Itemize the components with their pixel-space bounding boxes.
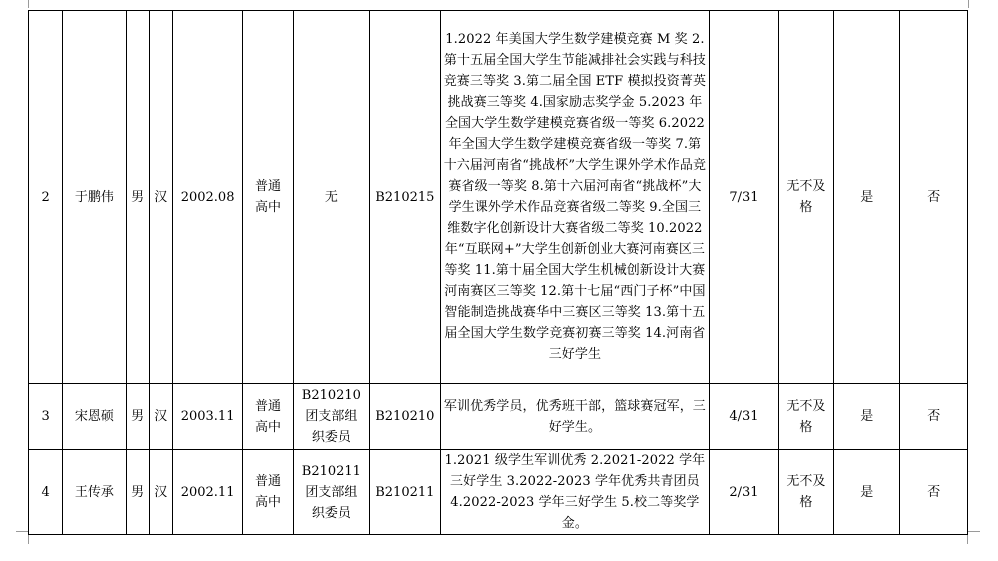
cell-gender: 男 (126, 384, 149, 450)
crop-mark-top-left (16, 0, 29, 8)
cell-gender: 男 (126, 11, 149, 384)
cell-name: 王传承 (63, 450, 126, 535)
cell-student-id: B210215 (370, 11, 440, 384)
cell-student-id: B210210 (370, 384, 440, 450)
cell-student-id: B210211 (370, 450, 440, 535)
cell-fail: 无不及格 (778, 384, 833, 450)
cell-birth: 2002.11 (172, 450, 242, 535)
cell-rank: 7/31 (710, 11, 778, 384)
cell-birth: 2003.11 (172, 384, 242, 450)
cell-ethnicity: 汉 (149, 11, 172, 384)
cell-ethnicity: 汉 (149, 384, 172, 450)
cell-honors: 军训优秀学员，优秀班干部，篮球赛冠军，三好学生。 (440, 384, 710, 450)
cell-position: B210211 团支部组织委员 (293, 450, 369, 535)
cell-position: B210210 团支部组织委员 (293, 384, 369, 450)
cell-no-col: 否 (900, 384, 968, 450)
cell-no-col: 否 (900, 450, 968, 535)
cell-honors: 1.2021 级学生军训优秀 2.2021-2022 学年三好学生 3.2022-2023 学年优秀共青团员 4.2022-2023 学年三好学生 5.校二等奖学金。 (440, 450, 710, 535)
cell-no: 4 (29, 450, 63, 535)
cell-fail: 无不及格 (778, 11, 833, 384)
crop-mark-top-right (968, 0, 981, 8)
cell-birth: 2002.08 (172, 11, 242, 384)
student-table (28, 10, 968, 535)
cell-yes: 是 (834, 11, 900, 384)
cell-no-col: 否 (900, 11, 968, 384)
cell-no: 3 (29, 384, 63, 450)
table-row (29, 450, 968, 535)
cell-ethnicity: 汉 (149, 450, 172, 535)
cell-rank: 4/31 (710, 384, 778, 450)
crop-mark-bottom-right (967, 531, 980, 544)
cell-name: 宋恩硕 (63, 384, 126, 450)
cell-school-type: 普通高中 (243, 384, 293, 450)
table-row (29, 11, 968, 384)
cell-school-type: 普通高中 (243, 11, 293, 384)
table-row (29, 384, 968, 450)
cell-fail: 无不及格 (778, 450, 833, 535)
cell-position: 无 (293, 11, 369, 384)
cell-yes: 是 (834, 384, 900, 450)
cell-honors: 1.2022 年美国大学生数学建模竞赛 M 奖 2.第十五届全国大学生节能减排社会实践与科技竞赛三等奖 3.第二届全国 ETF 模拟投资菁英挑战赛三等奖 4.国家励志奖学金 5.2023 年全国大学生数学建模竞赛省级一等奖 6.2022 年全国大学生数学建模竞赛省级一等奖 7.第十六届河南省“挑战杯”大学生课外学术作品竞赛省级一等奖 8.第十六届河南省“挑战杯”大学生课外学术作品竞赛省级二等奖 9.全国三维数字化创新设计大赛省级二等奖 10.2022 年“互联网+”大学生创新创业大赛河南赛区三等奖 11.第十届全国大学生机械创新设计大赛河南赛区三等奖 12.第十七届“西门子杯”中国智能制造挑战赛华中三赛区三等奖 13.第十五届全国大学生数学竞赛初赛三等奖 14.河南省三好学生 (440, 11, 710, 384)
cell-yes: 是 (834, 450, 900, 535)
cell-name: 于鹏伟 (63, 11, 126, 384)
cell-gender: 男 (126, 450, 149, 535)
cell-school-type: 普通高中 (243, 450, 293, 535)
cell-no: 2 (29, 11, 63, 384)
cell-rank: 2/31 (710, 450, 778, 535)
